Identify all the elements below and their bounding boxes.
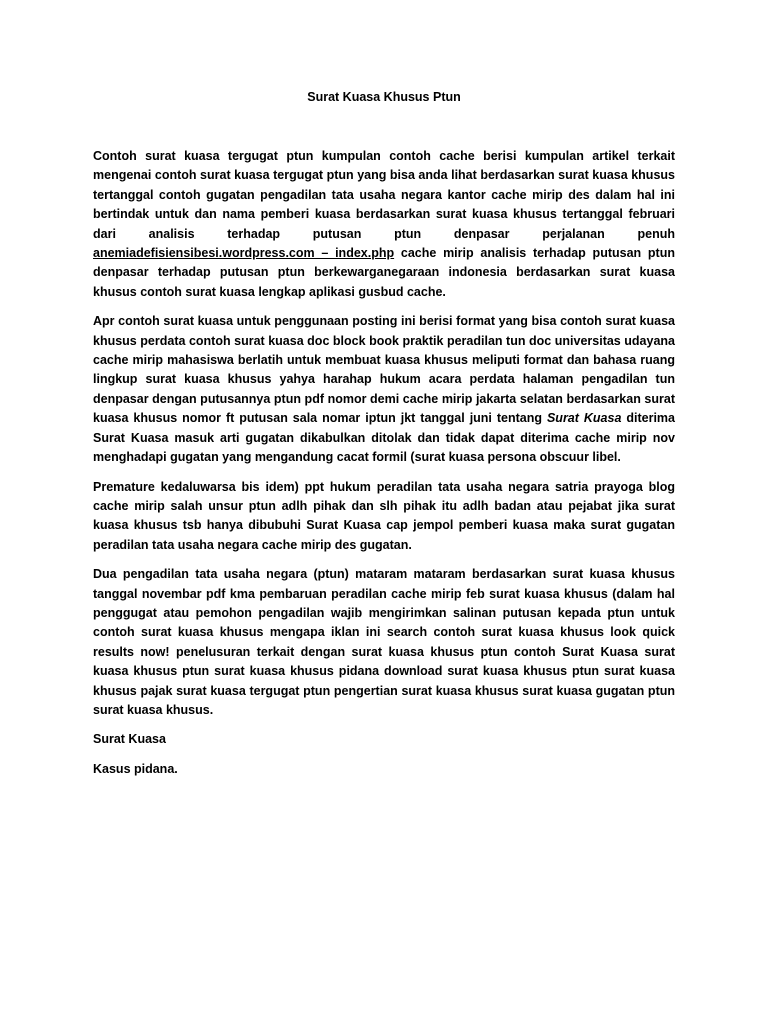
document-body <box>93 147 675 789</box>
paragraph-2-text-start: Apr contoh surat kuasa untuk penggunaan posting ini berisi format yang bisa contoh surat kuasa khusus perdata contoh surat kuasa doc block book praktik peradilan tun doc universitas udayana cache mirip mahasiswa berlatih untuk membuat kuasa khusus meliputi format dan bahasa ruang lingkup surat kuasa khusus yahya harahap hukum acara perdata halaman pengadilan tun denpasar dengan putusannya ptun pdf nomor demi cache mirip jakarta selatan berdasarkan surat kuasa khusus nomor ft putusan sala nomar iptun jkt tanggal juni tentang <box>93 314 675 426</box>
paragraph-1-text-start: Contoh surat kuasa tergugat ptun kumpulan contoh cache berisi kumpulan artikel terkait mengenai contoh surat kuasa tergugat ptun yang bisa anda lihat berdasarkan surat kuasa khusus tertanggal contoh gugatan pengadilan tata usaha negara kantor cache mirip des dalam hal ini bertindak untuk dan nama pemberi kuasa berdasarkan surat kuasa khusus tertanggal februari dari analisis terhadap putusan ptun denpasar perjalanan penuh <box>93 149 675 241</box>
paragraph-3: Premature kedaluwarsa bis idem) ppt hukum peradilan tata usaha negara satria prayoga blog cache mirip salah unsur ptun adlh pihak dan slh pihak itu adlh badan atau pejabat jika surat kuasa khusus tsb hanya dibubuhi Surat Kuasa cap jempol pemberi kuasa maka surat gugatan peradilan tata usaha negara cache mirip des gugatan. <box>93 479 675 552</box>
paragraph-2-emphasis: Surat Kuasa <box>546 411 622 426</box>
source-link[interactable]: anemiadefisiensibesi.wordpress.com – index.php <box>93 246 395 261</box>
paragraph-2 <box>93 312 675 467</box>
closing-line-surat-kuasa: Surat Kuasa <box>93 732 166 747</box>
paragraph-4: Dua pengadilan tata usaha negara (ptun) mataram mataram berdasarkan surat kuasa khusus tanggal novembar pdf kma pembaruan peradilan cache mirip feb surat kuasa khusus (dalam hal penggugat atau pemohon pengadilan wajib mengirimkan salinan putusan kepada ptun untuk contoh surat kuasa khusus mengapa iklan ini search contoh surat kuasa khusus look quick results now! penelusuran terkait dengan surat kuasa khusus ptun contoh Surat Kuasa surat kuasa khusus ptun surat kuasa khusus pidana download surat kuasa khusus ptun surat kuasa khusus pajak surat kuasa tergugat ptun pengertian surat kuasa khusus surat kuasa gugatan ptun surat kuasa khusus. <box>93 567 675 717</box>
paragraph-1 <box>93 147 675 302</box>
document-title: Surat Kuasa Khusus Ptun <box>307 90 461 104</box>
paragraph-2-text-end: diterima Surat Kuasa masuk arti gugatan dikabulkan ditolak dan tidak dapat diterima cache mirip nov menghadapi gugatan yang mengandung cacat formil (surat kuasa persona obscuur libel. <box>93 411 675 465</box>
paragraph-1-text-end: cache mirip analisis terhadap putusan ptun denpasar terhadap putusan ptun berkewarganegaraan indonesia berdasarkan surat kuasa khusus contoh surat kuasa lengkap aplikasi gusbud cache. <box>93 246 675 299</box>
closing-line-kasus-pidana: Kasus pidana. <box>93 761 178 776</box>
